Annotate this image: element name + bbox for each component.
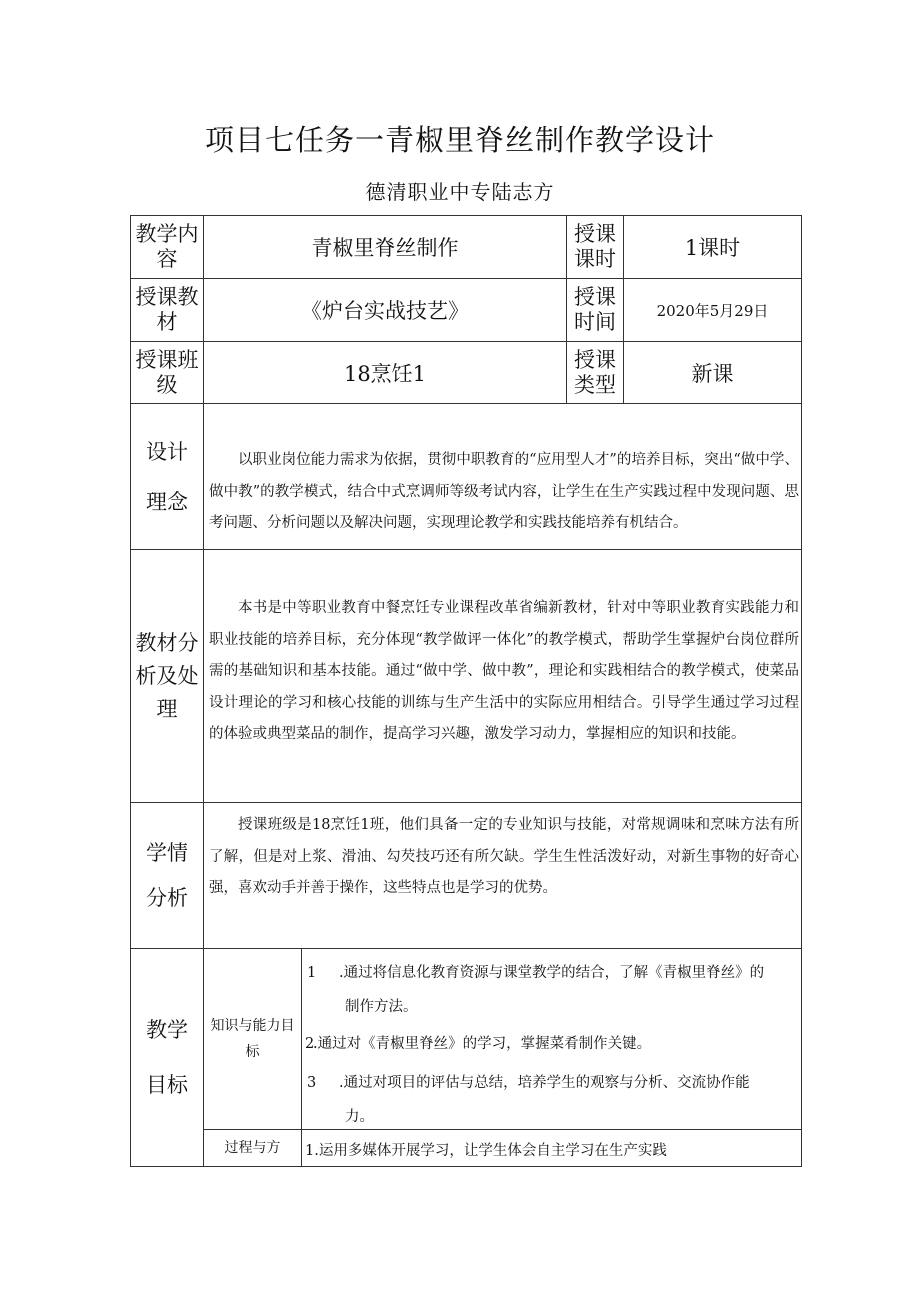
objective-1-number: 1 <box>307 965 317 981</box>
objective-2-line-1: .通过对《青椒里脊丝》的学习，掌握菜肴制作关键。 <box>313 1036 652 1052</box>
student-analysis-label-cell <box>131 803 203 948</box>
student-analysis-label: 学情分析 <box>146 840 188 910</box>
design-concept-text: 以职业岗位能力需求为依据，贯彻中职教育的“应用型人才”的培养目标，突出“做中学、做中教”的教学模式，结合中式烹调师等级考试内容，让学生在生产实践过程中发现问题、思考问题、分析问题以及解决问题，实现理论教学和实践技能培养有机结合。 <box>209 452 799 531</box>
objective-3-line-2: 力。 <box>345 1109 374 1125</box>
knowledge-label: 知识与能力目标 <box>210 1018 295 1060</box>
design-concept-label: 设计理念 <box>146 439 188 514</box>
date-value: 2020年5月29日 <box>656 301 769 320</box>
type-label-cell <box>567 342 623 403</box>
content-label-cell <box>131 216 203 278</box>
hours-label: 授课课时 <box>574 222 616 271</box>
student-analysis-text: 授课班级是18烹饪1班，他们具备一定的专业知识与技能，对常规调味和烹味方法有所了解，但是对上浆、滑油、勾芡技巧还有所欠缺。学生生性活泼好动，对新生事物的好奇心强，喜欢动手并善于操作，这些特点也是学习的优势。 <box>209 817 799 896</box>
author: 德清职业中专陆志方 <box>365 180 555 204</box>
objective-3-line-1: .通过对项目的评估与总结，培养学生的观察与分析、交流协作能 <box>339 1075 750 1091</box>
date-label-cell <box>567 279 623 341</box>
process-label: 过程与方 <box>224 1140 281 1156</box>
class-label-cell <box>131 342 203 403</box>
class-label: 授课班级 <box>135 347 199 397</box>
textbook-analysis-label: 教材分析及处理 <box>135 630 199 721</box>
textbook-analysis-text: 本书是中等职业教育中餐烹饪专业课程改革省编新教材，针对中等职业教育实践能力和职业技能的培养目标，充分体现“教学做评一体化”的教学模式，帮助学生掌握炉台岗位群所需的基础知识和基本技能。通过“做中学、做中教”，理论和实践相结合的教学模式，使菜品设计理论的学习和核心技能的训练与生产生活中的实际应用相结合。引导学生通过学习过程的体验或典型菜品的制作，提高学习兴趣，激发学习动力，掌握相应的知识和技能。 <box>209 600 799 742</box>
objectives-label: 教学目标 <box>146 1017 188 1097</box>
type-value: 新课 <box>691 361 734 386</box>
hours-value: 1课时 <box>684 236 741 260</box>
process-item-1: 1.运用多媒体开展学习，让学生体会自主学习在生产实践 <box>305 1143 667 1159</box>
content-value: 青椒里脊丝制作 <box>311 236 459 260</box>
type-label: 授课类型 <box>574 347 616 397</box>
design-concept-label-cell <box>131 404 203 549</box>
objective-1-line-2: 制作方法。 <box>345 999 418 1015</box>
knowledge-label-cell <box>204 949 301 1129</box>
lesson-plan-table <box>130 215 802 1167</box>
textbook-label-cell <box>131 279 203 341</box>
objective-2-number: 2 <box>305 1036 315 1052</box>
textbook-label: 授课教材 <box>135 285 199 334</box>
hours-label-cell <box>567 216 623 278</box>
page-title: 项目七任务一青椒里脊丝制作教学设计 <box>204 123 715 157</box>
textbook-value: 《炉台实战技艺》 <box>301 299 469 323</box>
date-label: 授课时间 <box>574 285 616 334</box>
objective-1-line-1: .通过将信息化教育资源与课堂教学的结合，了解《青椒里脊丝》的 <box>339 965 765 981</box>
content-label: 教学内容 <box>135 222 199 271</box>
class-value: 18烹饪1 <box>343 361 427 386</box>
objective-3-number: 3 <box>307 1075 317 1091</box>
objectives-label-cell <box>131 949 203 1166</box>
textbook-analysis-label-cell <box>131 550 203 802</box>
